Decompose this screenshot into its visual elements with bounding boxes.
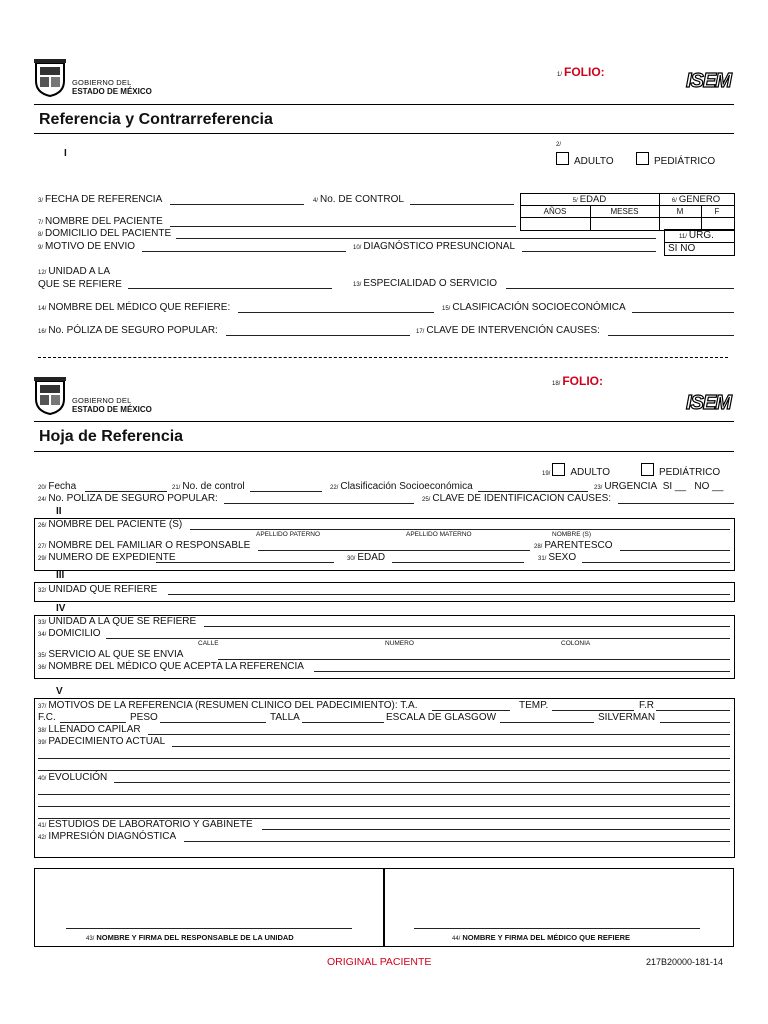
llenado-capilar-label: 38/ LLENADO CAPILAR <box>38 724 141 735</box>
temp-label: TEMP. <box>519 700 549 711</box>
gov-name-line2: ESTADO DE MÉXICO <box>72 87 152 96</box>
medico-acepta-field[interactable] <box>314 671 730 672</box>
glasgow-field[interactable] <box>500 722 594 723</box>
medico-acepta-label: 36/ NOMBRE DEL MÉDICO QUE ACEPTA LA REFERENCIA <box>38 661 304 672</box>
no-control-label: 4/ No. DE CONTROL <box>313 194 404 205</box>
numero-caption: NUMERO <box>385 640 414 647</box>
page-title: Referencia y Contrarreferencia <box>39 111 273 128</box>
roman-iv: IV <box>56 603 66 614</box>
adulto-option[interactable]: ADULTO <box>556 152 614 167</box>
glasgow-label: ESCALA DE GLASGOW <box>386 712 497 723</box>
sexo-label: 31/ SEXO <box>538 552 577 563</box>
urgencia-no[interactable]: NO __ <box>694 481 724 492</box>
control-label: 21/ No. de control <box>172 481 245 492</box>
unidad-refiere-label: 12/ UNIDAD A LA QUE SE REFIERE <box>38 266 122 290</box>
servicio-label: 35/ SERVICIO AL QUE SE ENVIA <box>38 649 184 660</box>
estudios-field[interactable] <box>262 829 730 830</box>
sexo-field[interactable] <box>582 562 730 563</box>
hoja-title: Hoja de Referencia <box>39 428 184 445</box>
signature-caption-responsable: 43/ NOMBRE Y FIRMA DEL RESPONSABLE DE LA UNIDAD <box>86 933 294 942</box>
unidad-refiere-field[interactable] <box>128 288 332 289</box>
clasificacion-field[interactable] <box>632 312 734 313</box>
fecha-referencia-label: 3/ FECHA DE REFERENCIA <box>38 194 163 205</box>
fecha-referencia-field[interactable] <box>170 204 304 205</box>
state-seal-logo <box>34 59 66 97</box>
nombre-paciente-label: 7/ NOMBRE DEL PACIENTE <box>38 216 163 227</box>
nombre-paciente-field[interactable] <box>170 226 516 227</box>
form-code: 217B20000-181-14 <box>646 957 724 967</box>
urgencia-label: 23/ URGENCIA SI __ NO __ <box>594 481 724 492</box>
signature-line-medico[interactable] <box>414 928 700 929</box>
talla-field[interactable] <box>302 722 384 723</box>
talla-label: TALLA <box>270 712 300 723</box>
pediatrico-checkbox[interactable] <box>641 463 654 476</box>
urg-label: 11/ URG. <box>679 230 714 241</box>
estudios-label: 41/ ESTUDIOS DE LABORATORIO Y GABINETE <box>38 819 253 830</box>
folio-label: FOLIO: <box>562 374 604 388</box>
clave-identificacion-label: 25/ CLAVE DE IDENTIFICACION CAUSES: <box>422 493 612 504</box>
padecimiento-extra-line[interactable] <box>38 770 730 771</box>
apellido-paterno-caption: APELLIDO PATERNO <box>256 531 321 538</box>
pediatrico-option[interactable]: PEDIÁTRICO <box>636 152 715 167</box>
meses-header: MESES <box>610 207 639 216</box>
medico-refiere-label: 14/ NOMBRE DEL MÉDICO QUE REFIERE: <box>38 302 231 313</box>
parentesco-field[interactable] <box>620 550 730 551</box>
domicilio-paciente-field[interactable] <box>176 238 656 239</box>
title-bottom-rule <box>34 133 734 134</box>
nombre-caption: NOMBRE (S) <box>552 531 591 538</box>
clasificacion-2-field[interactable] <box>478 491 588 492</box>
especialidad-label: 13/ ESPECIALIDAD O SERVICIO <box>353 278 498 289</box>
diagnostico-field[interactable] <box>522 251 656 252</box>
familiar-label: 27/ NOMBRE DEL FAMILIAR O RESPONSABLE <box>38 540 251 551</box>
clave-causes-field[interactable] <box>608 335 734 336</box>
nombre-paciente-2-label: 26/ NOMBRE DEL PACIENTE (S) <box>38 519 183 530</box>
gov-name-line1: GOBIERNO DEL <box>72 78 132 87</box>
signature-line-responsable[interactable] <box>66 928 352 929</box>
isem-logo: ISEM <box>686 70 731 92</box>
isem-logo: ISEM <box>686 392 731 414</box>
padecimiento-extra-line[interactable] <box>38 758 730 759</box>
poliza-field[interactable] <box>226 335 410 336</box>
silverman-label: SILVERMAN <box>598 712 656 723</box>
peso-field[interactable] <box>160 722 266 723</box>
domicilio-label: 34/ DOMICILIO <box>38 628 101 639</box>
edad-2-field[interactable] <box>392 562 524 563</box>
diagnostico-label: 10/ DIAGNÓSTICO PRESUNCIONAL <box>353 241 516 252</box>
domicilio-paciente-label: 8/ DOMICILIO DEL PACIENTE <box>38 228 172 239</box>
adulto-option-2[interactable]: 19/ ADULTO <box>542 463 610 478</box>
field-number: 18/ <box>552 381 561 387</box>
parentesco-label: 28/ PARENTESCO <box>534 540 613 551</box>
poliza-2-label: 24/ No. POLIZA DE SEGURO POPULAR: <box>38 493 218 504</box>
expediente-field[interactable] <box>156 562 334 563</box>
adulto-checkbox[interactable] <box>556 152 569 165</box>
folio-label: FOLIO: <box>564 65 605 79</box>
peso-label: PESO <box>130 712 158 723</box>
clave-causes-label: 17/ CLAVE DE INTERVENCIÓN CAUSES: <box>416 325 600 336</box>
motivo-envio-field[interactable] <box>142 251 346 252</box>
f-header: F <box>714 207 720 216</box>
control-field[interactable] <box>250 491 322 492</box>
poliza-label: 16/ No. PÓLIZA DE SEGURO POPULAR: <box>38 325 218 336</box>
adulto-checkbox[interactable] <box>552 463 565 476</box>
unidad-a-la-que-label: 33/ UNIDAD A LA QUE SE REFIERE <box>38 616 197 627</box>
fr-label: F.R <box>639 700 654 711</box>
roman-ii: II <box>56 506 62 517</box>
fecha-label: 20/ Fecha <box>38 481 77 492</box>
roman-i: I <box>64 148 67 159</box>
field-number: 2/ <box>556 142 562 148</box>
roman-v: V <box>56 686 63 697</box>
pediatrico-option-2[interactable]: PEDIÁTRICO <box>641 463 720 478</box>
domicilio-field[interactable] <box>106 638 730 639</box>
colonia-caption: COLONIA <box>561 640 591 647</box>
edad-2-label: 30/ EDAD <box>347 552 386 563</box>
roman-iii: III <box>56 570 65 581</box>
impresion-label: 42/ IMPRESIÓN DIAGNÓSTICA <box>38 831 177 842</box>
title-bottom-rule <box>34 451 734 452</box>
llenado-capilar-field[interactable] <box>148 734 730 735</box>
field-number: 1/ <box>557 72 563 78</box>
impresion-field[interactable] <box>184 841 730 842</box>
signature-caption-medico: 44/ NOMBRE Y FIRMA DEL MÉDICO QUE REFIERE <box>452 933 630 942</box>
medico-refiere-field[interactable] <box>238 312 434 313</box>
cut-line <box>38 357 728 358</box>
unidad-a-la-que-field[interactable] <box>204 626 730 627</box>
edad-header: 5/ EDAD <box>572 194 607 205</box>
urg-si-no[interactable]: SI NO <box>668 243 696 254</box>
unidad-que-refiere-label: 32/ UNIDAD QUE REFIERE <box>38 584 158 595</box>
ta-field[interactable] <box>432 710 510 711</box>
evolucion-extra-line[interactable] <box>38 794 730 795</box>
pediatrico-checkbox[interactable] <box>636 152 649 165</box>
calle-caption: CALLE <box>198 640 219 647</box>
evolucion-label: 40/ EVOLUCIÓN <box>38 772 108 783</box>
motivos-label: 37/ MOTIVOS DE LA REFERENCIA (RESUMEN CLINICO DEL PADECIMIENTO): T.A. <box>38 700 418 711</box>
gov-name-line1: GOBIERNO DEL <box>72 396 132 405</box>
fr-field[interactable] <box>656 710 730 711</box>
servicio-field[interactable] <box>218 659 730 660</box>
genero-header: 6/ GENERO <box>671 194 721 205</box>
poliza-2-field[interactable] <box>224 503 414 504</box>
silverman-field[interactable] <box>660 722 730 723</box>
motivo-envio-label: 9/ MOTIVO DE ENVIO <box>38 241 136 252</box>
evolucion-field[interactable] <box>114 782 730 783</box>
no-control-field[interactable] <box>410 204 514 205</box>
fecha-field[interactable] <box>85 491 167 492</box>
copy-label: ORIGINAL PACIENTE <box>327 956 432 968</box>
evolucion-extra-line[interactable] <box>38 806 730 807</box>
unidad-que-refiere-field[interactable] <box>168 594 730 595</box>
familiar-field[interactable] <box>258 550 530 551</box>
folio-2 <box>552 372 603 390</box>
anos-header: AÑOS <box>543 207 567 216</box>
folio-1 <box>557 63 605 81</box>
especialidad-field[interactable] <box>506 288 734 289</box>
clave-identificacion-field[interactable] <box>618 503 734 504</box>
fc-field[interactable] <box>60 722 126 723</box>
title-top-rule <box>34 421 734 422</box>
temp-field[interactable] <box>552 710 634 711</box>
apellido-materno-caption: APELLIDO MATERNO <box>406 531 472 538</box>
padecimiento-field[interactable] <box>172 746 730 747</box>
clasificacion-2-label: 22/ Clasificación Socioeconómica <box>330 481 473 492</box>
padecimiento-label: 39/ PADECIMIENTO ACTUAL <box>38 736 166 747</box>
gov-name-line2: ESTADO DE MÉXICO <box>72 405 152 414</box>
m-header: M <box>676 207 684 216</box>
nombre-paciente-2-field[interactable] <box>190 529 730 530</box>
fc-label: F.C. <box>38 712 56 723</box>
clasificacion-label: 15/ CLASIFICACIÓN SOCIOECONÓMICA <box>442 302 626 313</box>
urgencia-si[interactable]: SI __ <box>662 481 687 492</box>
state-seal-logo <box>34 377 66 415</box>
title-top-rule <box>34 104 734 105</box>
expediente-label: 29/ NUMERO DE EXPEDIENTE <box>38 552 176 563</box>
